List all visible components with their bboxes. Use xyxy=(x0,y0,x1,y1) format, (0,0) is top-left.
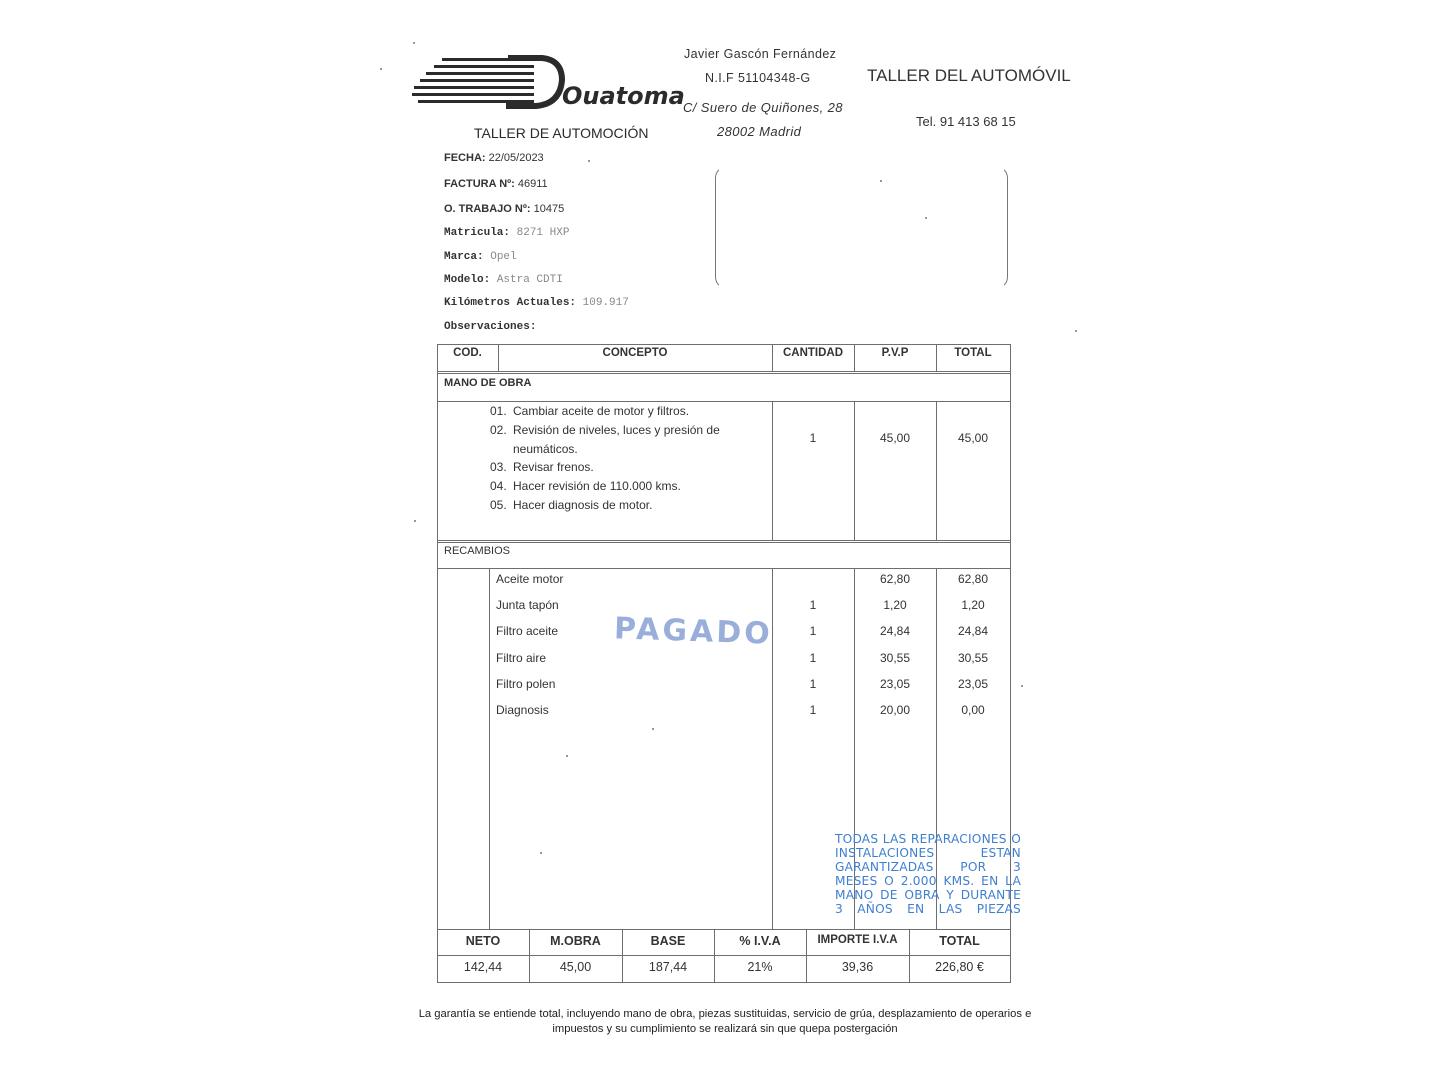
observaciones-field xyxy=(444,321,536,333)
totals-neto: 142,44 xyxy=(463,960,503,974)
orden-field xyxy=(444,203,564,215)
labor-task-number: 04. xyxy=(490,479,507,493)
part-concepto: Filtro polen xyxy=(496,677,556,691)
header-total: TOTAL xyxy=(954,347,992,359)
customer-address-box xyxy=(715,166,1008,289)
marca-label: Marca: xyxy=(444,251,484,263)
marca-value: Opel xyxy=(490,251,517,263)
totals-header-total: TOTAL xyxy=(939,934,980,948)
part-concepto: Diagnosis xyxy=(496,703,549,717)
labor-cantidad: 1 xyxy=(809,431,817,445)
header-cantidad: CANTIDAD xyxy=(782,347,844,359)
logo-wordmark: Ouatoma xyxy=(562,82,685,110)
labor-task-number: 03. xyxy=(490,460,507,474)
labor-task-text: Revisión de niveles, luces y presión de xyxy=(513,423,720,437)
labor-task-text: Revisar frenos. xyxy=(513,460,594,474)
part-cantidad: 1 xyxy=(809,651,817,665)
guarantee-stamp: TODAS LAS REPARACIONES O INSTALACIONES ESTAN GARANTIZADAS POR 3 MESES O 2.000 KMS. EN LA MANO DE OBRA Y DURANTE 3 AÑOS EN LAS PIEZAS xyxy=(835,832,1021,916)
fecha-field xyxy=(444,152,544,164)
km-field xyxy=(444,297,629,309)
labor-task-text: Hacer diagnosis de motor. xyxy=(513,498,653,512)
footer-line-2: impuestos y su cumplimiento se realizará sin que quepa postergación xyxy=(552,1023,898,1035)
shop-title: TALLER DEL AUTOMÓVIL xyxy=(867,66,1071,85)
part-pvp: 1,20 xyxy=(883,598,907,612)
modelo-field xyxy=(444,274,563,286)
footer-line-1: La garantía se entiende total, incluyendo mano de obra, piezas sustituidas, servicio de grúa, desplazamiento de operarios e xyxy=(418,1008,1032,1020)
owner-city: 28002 Madrid xyxy=(717,124,802,139)
labor-task-text: Hacer revisión de 110.000 kms. xyxy=(513,479,681,493)
matricula-label: Matricula: xyxy=(444,227,511,239)
labor-task-number: 05. xyxy=(490,498,507,512)
labor-total: 45,00 xyxy=(957,431,989,445)
part-cantidad: 1 xyxy=(809,677,817,691)
labor-pvp: 45,00 xyxy=(879,431,911,445)
part-total: 30,55 xyxy=(957,651,989,665)
totals-header-iva-pct: % I.V.A xyxy=(739,934,781,948)
matricula-value: 8271 HXP xyxy=(516,227,570,239)
totals-base: 187,44 xyxy=(648,960,688,974)
labor-task-number: 01. xyxy=(490,404,507,418)
totals-importe-iva: 39,36 xyxy=(841,960,874,974)
km-value: 109.917 xyxy=(582,297,629,309)
owner-street: C/ Suero de Quiñones, 28 xyxy=(683,100,843,115)
part-pvp: 23,05 xyxy=(879,677,911,691)
owner-name: Javier Gascón Fernández xyxy=(684,47,837,61)
warranty-footer xyxy=(390,1007,1060,1037)
part-pvp: 24,84 xyxy=(879,624,911,638)
part-pvp: 20,00 xyxy=(879,703,911,717)
owner-nif: N.I.F 51104348-G xyxy=(705,71,811,85)
orden-value: 10475 xyxy=(533,203,565,215)
part-cantidad: 1 xyxy=(809,624,817,638)
part-concepto: Junta tapón xyxy=(496,598,559,612)
part-concepto: Aceite motor xyxy=(496,572,564,586)
part-concepto: Filtro aire xyxy=(496,651,547,665)
totals-mobra: 45,00 xyxy=(559,960,592,974)
totals-header-neto: NETO xyxy=(465,934,501,948)
paid-stamp: PAGADO xyxy=(613,611,774,652)
orden-label: O. TRABAJO Nº: xyxy=(444,203,531,215)
fecha-value: 22/05/2023 xyxy=(488,152,544,164)
matricula-field xyxy=(444,227,569,239)
part-total: 1,20 xyxy=(961,598,985,612)
company-subtitle: TALLER DE AUTOMOCIÓN xyxy=(474,125,649,141)
marca-field xyxy=(444,251,517,263)
part-concepto: Filtro aceite xyxy=(496,624,559,638)
totals-iva-pct: 21% xyxy=(747,960,773,974)
section-recambios: RECAMBIOS xyxy=(444,545,511,557)
labor-task-number: 02. xyxy=(490,423,507,437)
header-cod: COD. xyxy=(453,347,482,359)
part-total: 62,80 xyxy=(957,572,989,586)
totals-header-importe-iva: IMPORTE I.V.A xyxy=(817,934,898,946)
factura-value: 46911 xyxy=(517,178,548,190)
part-pvp: 30,55 xyxy=(879,651,911,665)
totals-header-mobra: M.OBRA xyxy=(550,934,601,948)
part-cantidad: 1 xyxy=(809,703,817,717)
company-logo xyxy=(412,52,685,112)
fecha-label: FECHA: xyxy=(444,152,486,164)
part-total: 23,05 xyxy=(957,677,989,691)
km-label: Kilómetros Actuales: xyxy=(444,297,577,309)
part-pvp: 62,80 xyxy=(879,572,911,586)
labor-task-text: neumáticos. xyxy=(513,442,578,456)
labor-task-text: Cambiar aceite de motor y filtros. xyxy=(513,404,690,418)
header-pvp: P.V.P xyxy=(881,347,909,359)
part-total: 24,84 xyxy=(957,624,989,638)
section-mano-de-obra: MANO DE OBRA xyxy=(444,377,532,389)
totals-header-base: BASE xyxy=(650,934,686,948)
totals-total: 226,80 € xyxy=(935,960,984,974)
modelo-value: Astra CDTI xyxy=(496,274,563,286)
factura-field xyxy=(444,178,548,190)
header-concepto: CONCEPTO xyxy=(602,347,668,359)
shop-phone: Tel. 91 413 68 15 xyxy=(916,114,1016,129)
part-cantidad: 1 xyxy=(809,598,817,612)
observaciones-label: Observaciones: xyxy=(444,321,537,333)
modelo-label: Modelo: xyxy=(444,274,491,286)
part-total: 0,00 xyxy=(961,703,985,717)
factura-label: FACTURA Nº: xyxy=(444,178,515,190)
